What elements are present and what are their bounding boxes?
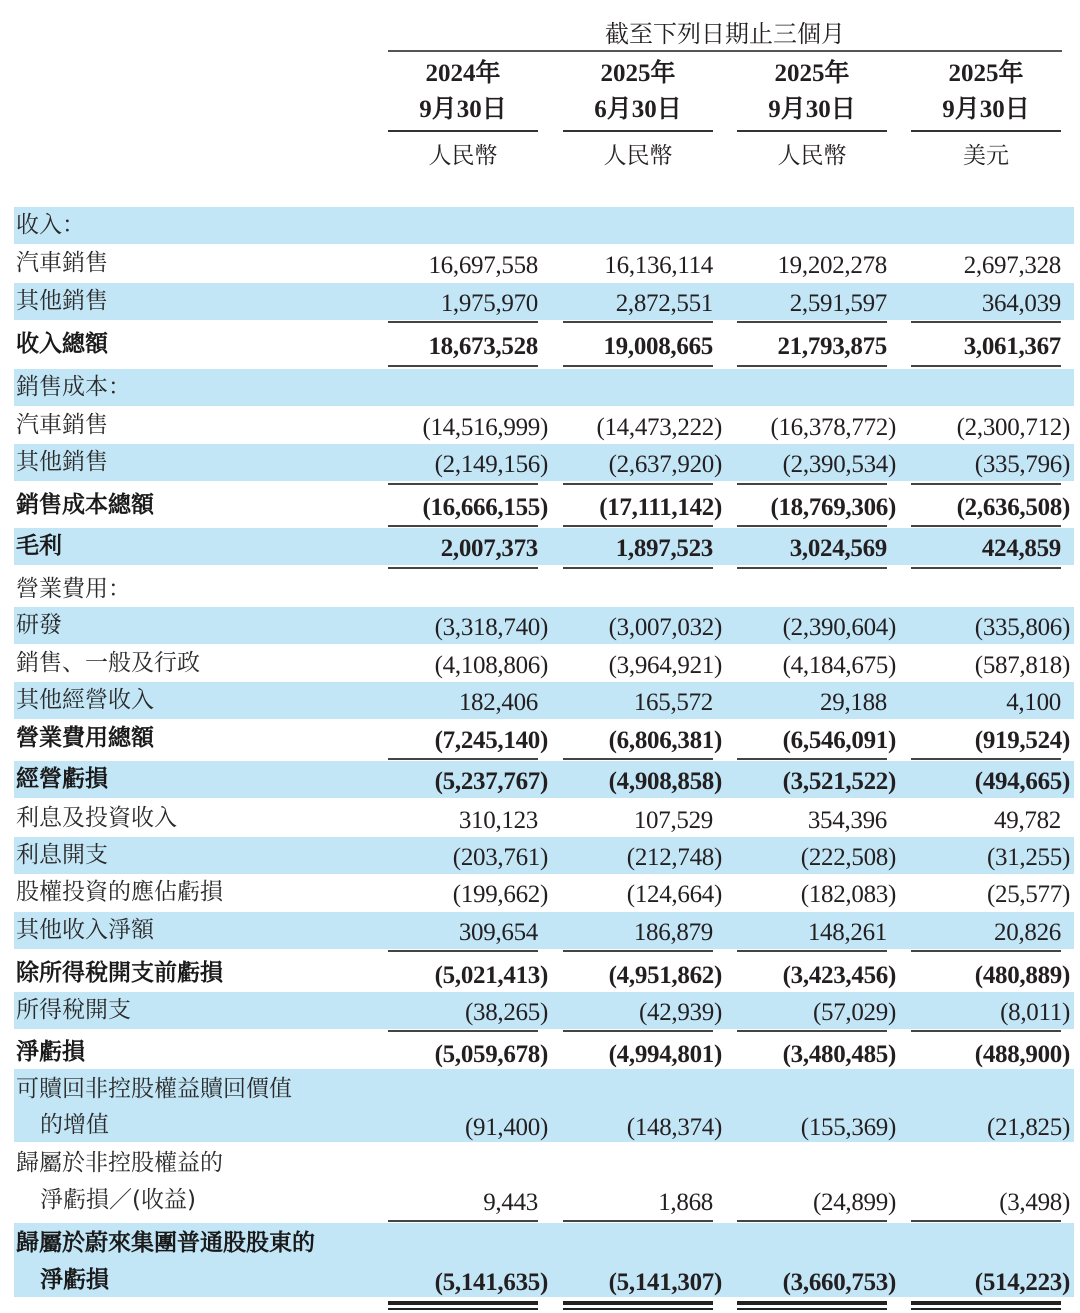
col-head-3-date: 9月30日 <box>768 96 856 123</box>
cell: (4,908,858) <box>608 768 722 795</box>
cell: (5,237,767) <box>434 768 548 795</box>
cell: (919,524) <box>974 727 1070 754</box>
cell: (3,964,921) <box>608 652 722 679</box>
subtotal-rule <box>563 758 713 760</box>
col-head-4-year: 2025年 <box>948 60 1024 87</box>
row-label: 股權投資的應佔虧損 <box>16 879 223 905</box>
cell: (4,951,862) <box>608 962 722 989</box>
subtotal-rule <box>563 1220 713 1222</box>
col-head-1-date: 9月30日 <box>419 96 507 123</box>
row-label: 研發 <box>16 612 62 638</box>
col-head-2-date: 6月30日 <box>594 96 682 123</box>
subtotal-rule <box>563 950 713 952</box>
cell: (587,818) <box>974 652 1070 679</box>
double-rule <box>737 1301 887 1305</box>
row-label: 可贖回非控股權益贖回價值 <box>16 1076 292 1102</box>
cell: 310,123 <box>458 807 538 834</box>
cell: (155,369) <box>800 1114 896 1141</box>
cell: (42,939) <box>638 999 722 1026</box>
cell: 2,007,373 <box>440 535 538 562</box>
period-rule <box>388 50 1062 52</box>
double-rule <box>737 1308 887 1310</box>
cell: (3,423,456) <box>782 962 896 989</box>
row-label: 所得稅開支 <box>16 997 131 1023</box>
subtotal-rule <box>388 483 538 485</box>
subtotal-rule <box>911 321 1061 323</box>
subtotal-rule <box>563 321 713 323</box>
cell: 3,024,569 <box>789 535 887 562</box>
cell: 20,826 <box>994 919 1061 946</box>
cell: (182,083) <box>800 881 896 908</box>
cell: (203,761) <box>452 844 548 871</box>
row-label-loss-before-tax: 除所得稅開支前虧損 <box>16 960 223 986</box>
row-label: 歸屬於非控股權益的 <box>16 1150 223 1176</box>
subtotal-rule <box>388 525 538 527</box>
cell: 21,793,875 <box>777 333 887 360</box>
col-rule <box>388 130 538 132</box>
cell: (212,748) <box>626 844 722 871</box>
subtotal-rule <box>737 567 887 569</box>
row-label-operating-expenses-section: 營業費用： <box>16 576 131 602</box>
cell: 186,879 <box>633 919 713 946</box>
subtotal-rule <box>737 758 887 760</box>
cell: 2,872,551 <box>615 290 713 317</box>
row-label: 其他銷售 <box>16 449 108 475</box>
cell: (2,390,604) <box>782 614 896 641</box>
subtotal-rule <box>563 525 713 527</box>
row-label: 銷售、一般及行政 <box>16 650 200 676</box>
col-head-1-currency: 人民幣 <box>428 143 498 169</box>
subtotal-rule <box>388 758 538 760</box>
row-label: 其他經營收入 <box>16 687 154 713</box>
cell: (6,546,091) <box>782 727 896 754</box>
cell: (2,390,534) <box>782 451 896 478</box>
subtotal-rule <box>737 365 887 367</box>
cell: 107,529 <box>633 807 713 834</box>
double-rule <box>563 1308 713 1310</box>
cell: 19,202,278 <box>777 252 887 279</box>
cell: (2,300,712) <box>956 414 1070 441</box>
cell: (4,994,801) <box>608 1041 722 1068</box>
cell: (25,577) <box>986 881 1070 908</box>
subtotal-rule <box>737 950 887 952</box>
subtotal-rule <box>911 1220 1061 1222</box>
subtotal-rule <box>911 567 1061 569</box>
cell: (5,021,413) <box>434 962 548 989</box>
col-head-2-year: 2025年 <box>600 60 676 87</box>
subtotal-rule <box>737 525 887 527</box>
cell: (16,666,155) <box>422 494 548 521</box>
subtotal-rule <box>911 365 1061 367</box>
subtotal-rule <box>911 1030 1061 1032</box>
cell: (17,111,142) <box>599 494 722 521</box>
subtotal-rule <box>911 758 1061 760</box>
subtotal-rule <box>737 483 887 485</box>
col-head-4-date: 9月30日 <box>942 96 1030 123</box>
cell: (6,806,381) <box>608 727 722 754</box>
row-label-gross-profit: 毛利 <box>16 533 62 559</box>
cell: 2,697,328 <box>963 252 1061 279</box>
cell: 1,868 <box>658 1189 713 1216</box>
cell: (3,007,032) <box>608 614 722 641</box>
cell: 165,572 <box>633 689 713 716</box>
subtotal-rule <box>737 1220 887 1222</box>
cell: (2,636,508) <box>956 494 1070 521</box>
cell: (480,889) <box>974 962 1070 989</box>
row-band <box>14 369 1074 406</box>
cell: (24,899) <box>812 1189 896 1216</box>
row-label: 其他收入淨額 <box>16 917 154 943</box>
cell: 16,136,114 <box>604 252 713 279</box>
cell: (57,029) <box>812 999 896 1026</box>
col-rule <box>563 130 713 132</box>
row-label-net-loss-attributable-to-shareholders: 歸屬於蔚來集團普通股股東的 <box>16 1230 315 1256</box>
row-label-net-loss: 淨虧損 <box>16 1039 85 1065</box>
subtotal-rule <box>563 483 713 485</box>
row-label-total-operating-expenses: 營業費用總額 <box>16 725 154 751</box>
subtotal-rule <box>911 483 1061 485</box>
subtotal-rule <box>737 1030 887 1032</box>
row-label: 利息及投資收入 <box>16 805 177 831</box>
cell: 354,396 <box>807 807 887 834</box>
double-rule <box>911 1308 1061 1310</box>
cell: (494,665) <box>974 768 1070 795</box>
cell: (3,480,485) <box>782 1041 896 1068</box>
cell: 16,697,558 <box>428 252 538 279</box>
subtotal-rule <box>388 1220 538 1222</box>
cell: 4,100 <box>1006 689 1061 716</box>
cell: (2,637,920) <box>608 451 722 478</box>
cell: 3,061,367 <box>963 333 1061 360</box>
cell: 364,039 <box>981 290 1061 317</box>
subtotal-rule <box>388 321 538 323</box>
cell: 2,591,597 <box>789 290 887 317</box>
cell: (3,521,522) <box>782 768 896 795</box>
cell: (124,664) <box>626 881 722 908</box>
cell: (488,900) <box>974 1041 1070 1068</box>
subtotal-rule <box>388 1030 538 1032</box>
cell: (3,498) <box>999 1189 1070 1216</box>
row-label-line2: 淨虧損 <box>40 1267 109 1293</box>
cell: (4,184,675) <box>782 652 896 679</box>
row-label-cost-of-sales-section: 銷售成本： <box>16 374 131 400</box>
row-label: 其他銷售 <box>16 288 108 314</box>
cell: (3,318,740) <box>434 614 548 641</box>
double-rule <box>388 1301 538 1305</box>
row-label-loss-from-operations: 經營虧損 <box>16 766 108 792</box>
cell: 9,443 <box>483 1189 538 1216</box>
row-label: 汽車銷售 <box>16 412 108 438</box>
subtotal-rule <box>388 950 538 952</box>
subtotal-rule <box>563 365 713 367</box>
cell: (14,473,222) <box>596 414 722 441</box>
cell: (148,374) <box>626 1114 722 1141</box>
double-rule <box>388 1308 538 1310</box>
col-rule <box>737 130 887 132</box>
subtotal-rule <box>911 950 1061 952</box>
cell: (18,769,306) <box>770 494 896 521</box>
cell: (14,516,999) <box>422 414 548 441</box>
row-label: 汽車銷售 <box>16 250 108 276</box>
cell: 19,008,665 <box>603 333 713 360</box>
cell: (8,011) <box>1000 999 1070 1026</box>
cell: 18,673,528 <box>428 333 538 360</box>
subtotal-rule <box>388 567 538 569</box>
subtotal-rule <box>737 321 887 323</box>
cell: (38,265) <box>464 999 548 1026</box>
cell: (199,662) <box>452 881 548 908</box>
subtotal-rule <box>563 567 713 569</box>
row-label-line2: 的增值 <box>40 1112 109 1138</box>
cell: (335,806) <box>974 614 1070 641</box>
col-head-2-currency: 人民幣 <box>603 143 673 169</box>
period-title: 截至下列日期止三個月 <box>605 20 845 48</box>
cell: (4,108,806) <box>434 652 548 679</box>
cell: 29,188 <box>820 689 887 716</box>
row-label-revenues-section: 收入： <box>16 212 85 238</box>
cell: 148,261 <box>807 919 887 946</box>
cell: (514,223) <box>974 1269 1070 1296</box>
cell: (335,796) <box>974 451 1070 478</box>
cell: (3,660,753) <box>782 1269 896 1296</box>
cell: (5,141,635) <box>434 1269 548 1296</box>
cell: 49,782 <box>994 807 1061 834</box>
cell: (5,059,678) <box>434 1041 548 1068</box>
cell: 424,859 <box>981 535 1061 562</box>
col-head-3-year: 2025年 <box>774 60 850 87</box>
cell: (5,141,307) <box>608 1269 722 1296</box>
cell: (222,508) <box>800 844 896 871</box>
cell: (7,245,140) <box>434 727 548 754</box>
row-label-line2: 淨虧損／(收益) <box>40 1187 196 1213</box>
subtotal-rule <box>911 525 1061 527</box>
col-head-3-currency: 人民幣 <box>777 143 847 169</box>
cell: 182,406 <box>458 689 538 716</box>
subtotal-rule <box>563 1030 713 1032</box>
row-band <box>14 207 1074 244</box>
col-head-4-currency: 美元 <box>963 143 1009 169</box>
cell: 1,897,523 <box>615 535 713 562</box>
cell: (31,255) <box>986 844 1070 871</box>
cell: 309,654 <box>458 919 538 946</box>
col-rule <box>911 130 1061 132</box>
row-label-total-revenues: 收入總額 <box>16 331 108 357</box>
cell: (21,825) <box>986 1114 1070 1141</box>
cell: (2,149,156) <box>434 451 548 478</box>
cell: (91,400) <box>464 1114 548 1141</box>
double-rule <box>911 1301 1061 1305</box>
row-label: 利息開支 <box>16 842 108 868</box>
col-head-1-year: 2024年 <box>425 60 501 87</box>
double-rule <box>563 1301 713 1305</box>
subtotal-rule <box>388 365 538 367</box>
row-label-total-cost-of-sales: 銷售成本總額 <box>16 492 154 518</box>
cell: 1,975,970 <box>440 290 538 317</box>
cell: (16,378,772) <box>770 414 896 441</box>
